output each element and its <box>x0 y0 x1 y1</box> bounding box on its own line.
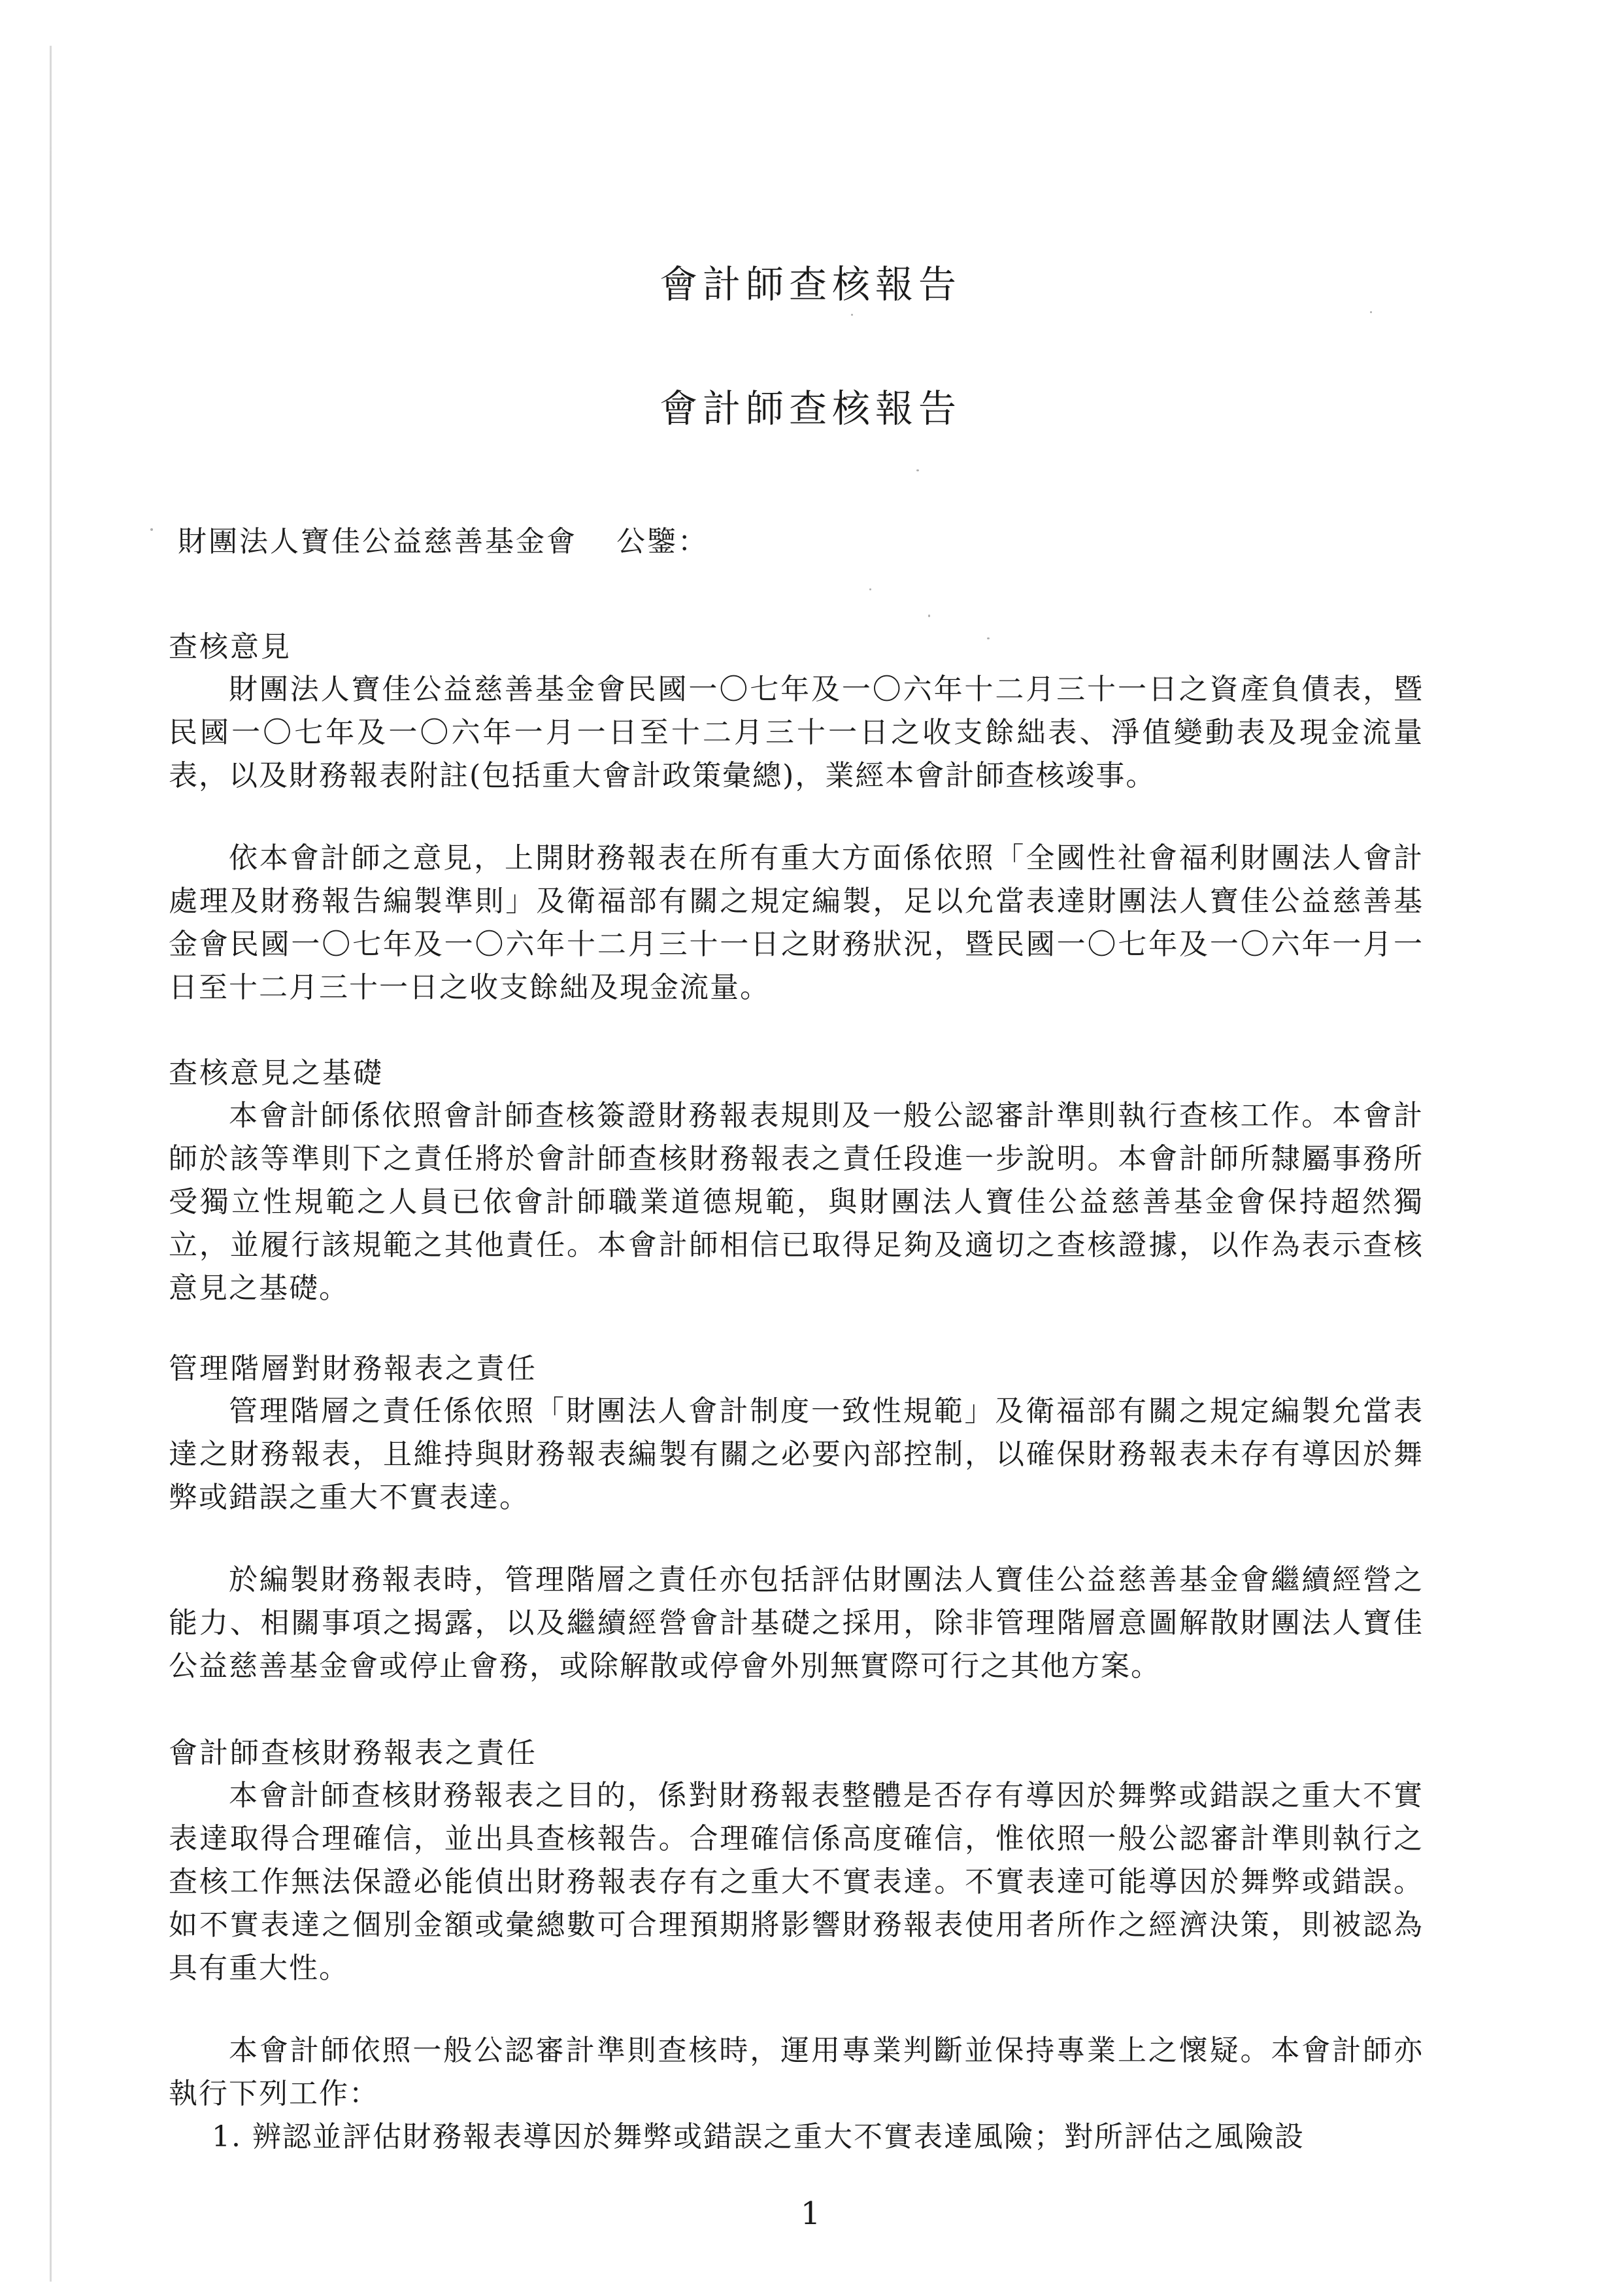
paragraph-auditor-2: 本會計師依照一般公認審計準則查核時，運用專業判斷並保持專業上之懷疑。本會計師亦執行下列工作： <box>169 2034 1424 2110</box>
page-number: 1 <box>800 2195 821 2232</box>
scan-speck <box>851 314 853 316</box>
addressee-line <box>178 518 709 560</box>
section-heading-management: 管理階層對財務報表之責任 <box>169 1352 537 1385</box>
scan-speck <box>150 528 153 531</box>
paragraph-opinion-2: 依本會計師之意見，上開財務報表在所有重大方面係依照「全國性社會福利財團法人會計處理及財務報告編製準則」及衛福部有關之規定編製，足以允當表達財團法人寶佳公益慈善基金會民國一〇七年及一〇六年十二月三十一日之財務狀況，暨民國一〇七年及一〇六年一月一日至十二月三十一日之收支餘絀及現金流量。 <box>169 841 1424 1004</box>
scan-speck <box>869 588 871 590</box>
section-heading-opinion: 查核意見 <box>169 630 292 664</box>
paragraph-basis-1: 本會計師係依照會計師查核簽證財務報表規則及一般公認審計準則執行查核工作。本會計師於該等準則下之責任將於會計師查核財務報表之責任段進一步說明。本會計師所隸屬事務所受獨立性規範之人員已依會計師職業道德規範，與財團法人寶佳公益慈善基金會保持超然獨立，並履行該規範之其他責任。本會計師相信已取得足夠及適切之查核證據，以作為表示查核意見之基礎。 <box>169 1099 1424 1305</box>
section-basis <box>169 1053 1424 1310</box>
addressee-salutation: 公鑒： <box>616 525 709 558</box>
section-management <box>169 1348 1424 1688</box>
report-subtitle: 會計師查核報告 <box>659 386 961 431</box>
report-title: 會計師查核報告 <box>659 262 961 307</box>
addressee-name: 財團法人寶佳公益慈善基金會 <box>178 525 577 558</box>
paragraph-management-2: 於編製財務報表時，管理階層之責任亦包括評估財團法人寶佳公益慈善基金會繼續經營之能力、相關事項之揭露，以及繼續經營會計基礎之採用，除非管理階層意圖解散財團法人寶佳公益慈善基金會或停止會務，或除解散或停會外別無實際可行之其他方案。 <box>169 1563 1424 1683</box>
list-item-auditor-1: 1. 辨認並評估財務報表導因於舞弊或錯誤之重大不實表達風險；對所評估之風險設 <box>212 2120 1305 2153</box>
section-opinion <box>169 626 1424 1009</box>
paragraph-opinion-1: 財團法人寶佳公益慈善基金會民國一〇七年及一〇六年十二月三十一日之資產負債表，暨民國一〇七年及一〇六年一月一日至十二月三十一日之收支餘絀表、淨值變動表及現金流量表，以及財務報表附註(包括重大會計政策彙總)，業經本會計師查核竣事。 <box>169 673 1424 792</box>
paragraph-auditor-1: 本會計師查核財務報表之目的，係對財務報表整體是否存有導因於舞弊或錯誤之重大不實表達取得合理確信，並出具查核報告。合理確信係高度確信，惟依照一般公認審計準則執行之查核工作無法保證必能偵出財務報表存有之重大不實表達。不實表達可能導因於舞弊或錯誤。如不實表達之個別金額或彙總數可合理預期將影響財務報表使用者所作之經濟決策，則被認為具有重大性。 <box>169 1779 1424 1985</box>
scan-speck <box>928 615 930 617</box>
scan-speck <box>1370 311 1372 313</box>
paragraph-management-1: 管理階層之責任係依照「財團法人會計制度一致性規範」及衛福部有關之規定編製允當表達之財務報表，且維持與財務報表編製有關之必要內部控制，以確保財務報表未存有導因於舞弊或錯誤之重大不實表達。 <box>169 1394 1424 1514</box>
section-auditor <box>169 1732 1424 2159</box>
section-heading-auditor: 會計師查核財務報表之責任 <box>169 1736 537 1770</box>
scan-speck <box>987 637 990 639</box>
scan-speck <box>916 469 919 471</box>
section-heading-basis: 查核意見之基礎 <box>169 1056 384 1090</box>
